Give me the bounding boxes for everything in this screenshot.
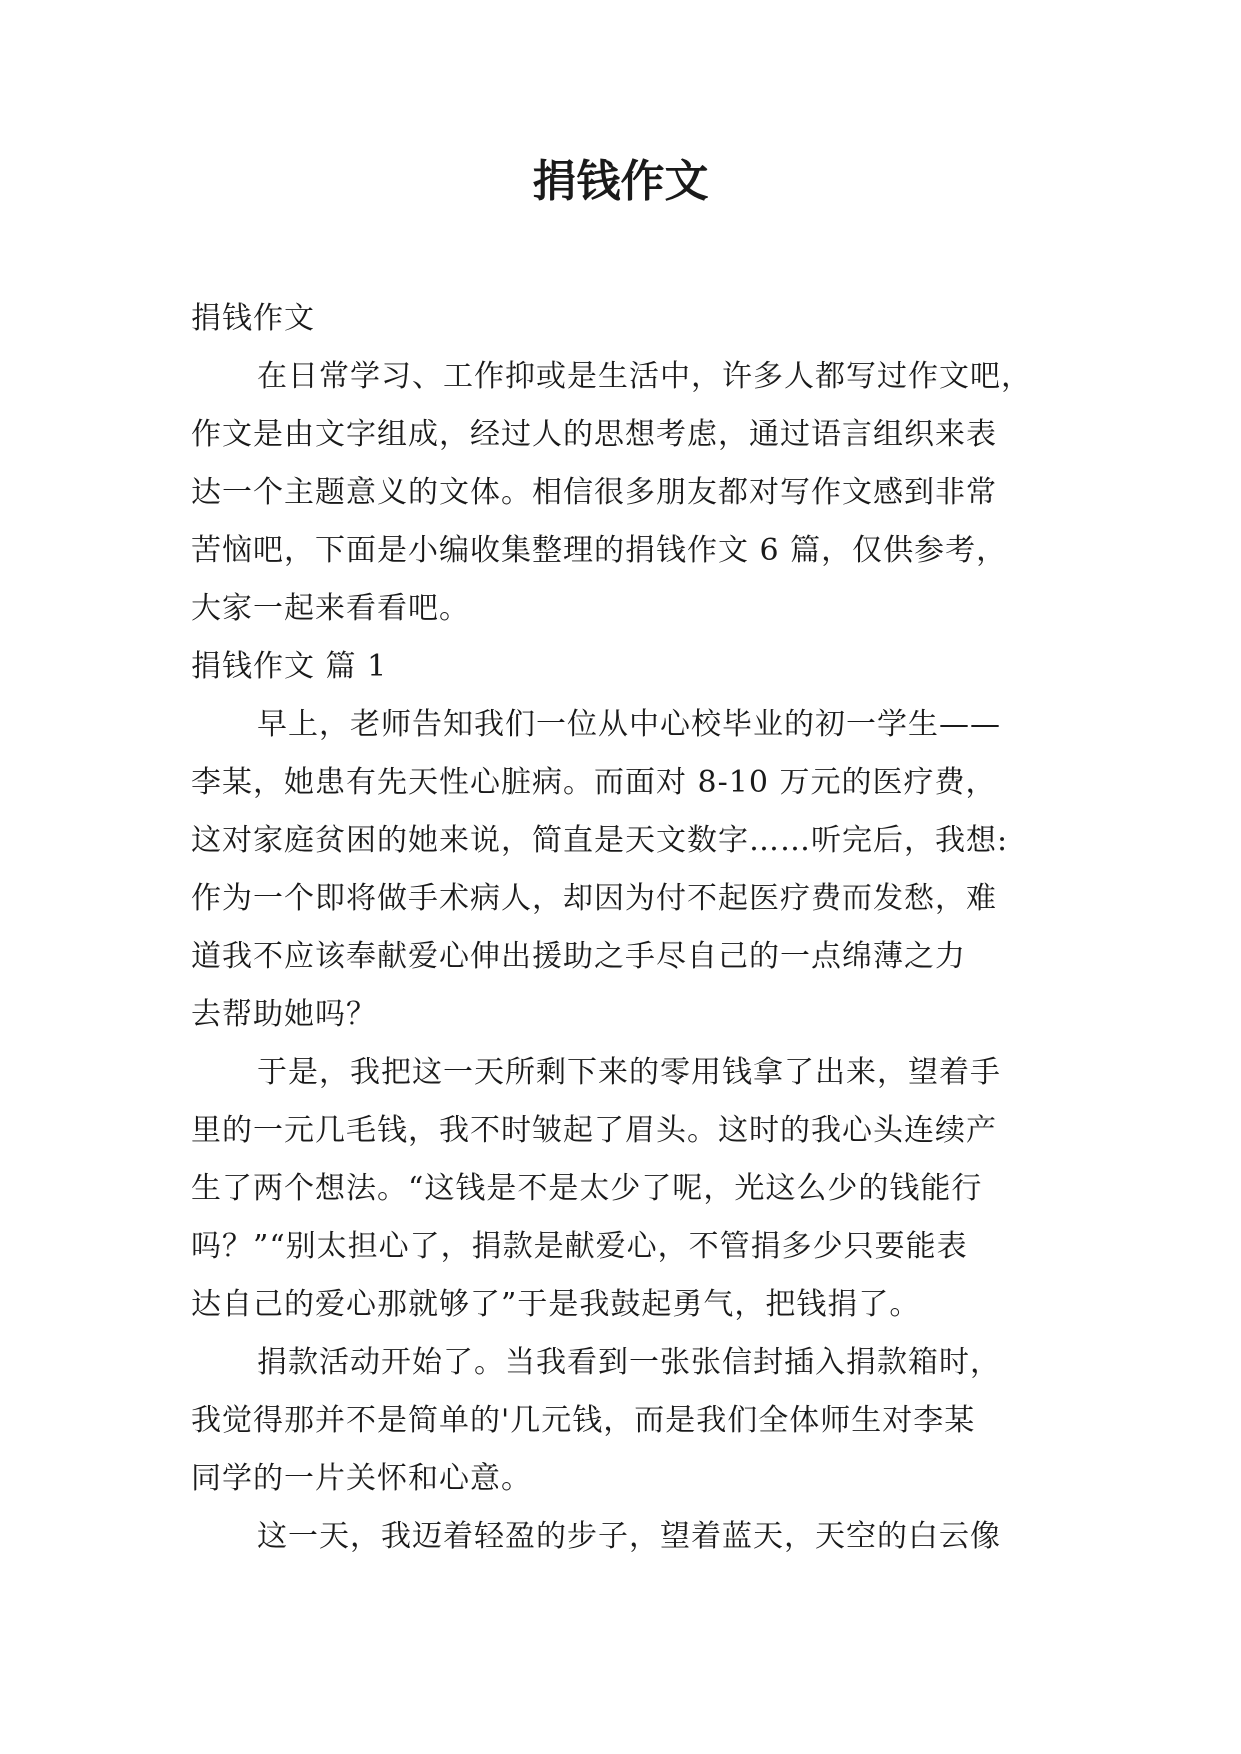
document-title: 捐钱作文 [532,156,709,207]
text-line: 同学的一片关怀和心意。 [191,1461,532,1496]
text-line: 于是，我把这一天所剩下来的零用钱拿了出来，望着手 [257,1055,1001,1090]
text-line: 达一个主题意义的文体。相信很多朋友都对写作文感到非常 [191,475,997,510]
text-line: 达自己的爱心那就够了”于是我鼓起勇气，把钱捐了。 [191,1287,921,1322]
text-line: 捐款活动开始了。当我看到一张张信封插入捐款箱时， [257,1345,1001,1380]
text-line: 苦恼吧，下面是小编收集整理的捐钱作文 6 篇，仅供参考， [191,533,1008,568]
document-body [191,290,1051,1566]
text-line: 这一天，我迈着轻盈的步子，望着蓝天，天空的白云像 [257,1519,1001,1554]
text-line: 这对家庭贫困的她来说，简直是天文数字……听完后，我想: [191,823,1009,858]
text-line: 李某，她患有先天性心脏病。而面对 8-10 万元的医疗费， [191,765,997,800]
text-line: 道我不应该奉献爱心伸出援助之手尽自己的一点绵薄之力 [191,939,966,974]
text-line: 里的一元几毛钱，我不时皱起了眉头。这时的我心头连续产 [191,1113,997,1148]
text-line: 生了两个想法。“这钱是不是太少了呢，光这么少的钱能行 [191,1171,983,1206]
text-line: 捐钱作文 篇 1 [191,649,388,684]
text-line: 去帮助她吗？ [191,997,377,1032]
text-line: 作文是由文字组成，经过人的思想考虑，通过语言组织来表 [191,417,997,452]
text-line: 大家一起来看看吧。 [191,591,470,626]
text-line: 我觉得那并不是简单的'几元钱，而是我们全体师生对李某 [191,1403,976,1438]
text-line: 作为一个即将做手术病人，却因为付不起医疗费而发愁，难 [191,881,997,916]
text-line: 捐钱作文 [191,301,315,336]
text-line: 早上，老师告知我们一位从中心校毕业的初一学生—— [257,707,1001,742]
text-line: 在日常学习、工作抑或是生活中，许多人都写过作文吧， [257,359,1032,394]
text-line: 吗？”“别太担心了，捐款是献爱心，不管捐多少只要能表 [191,1229,968,1264]
